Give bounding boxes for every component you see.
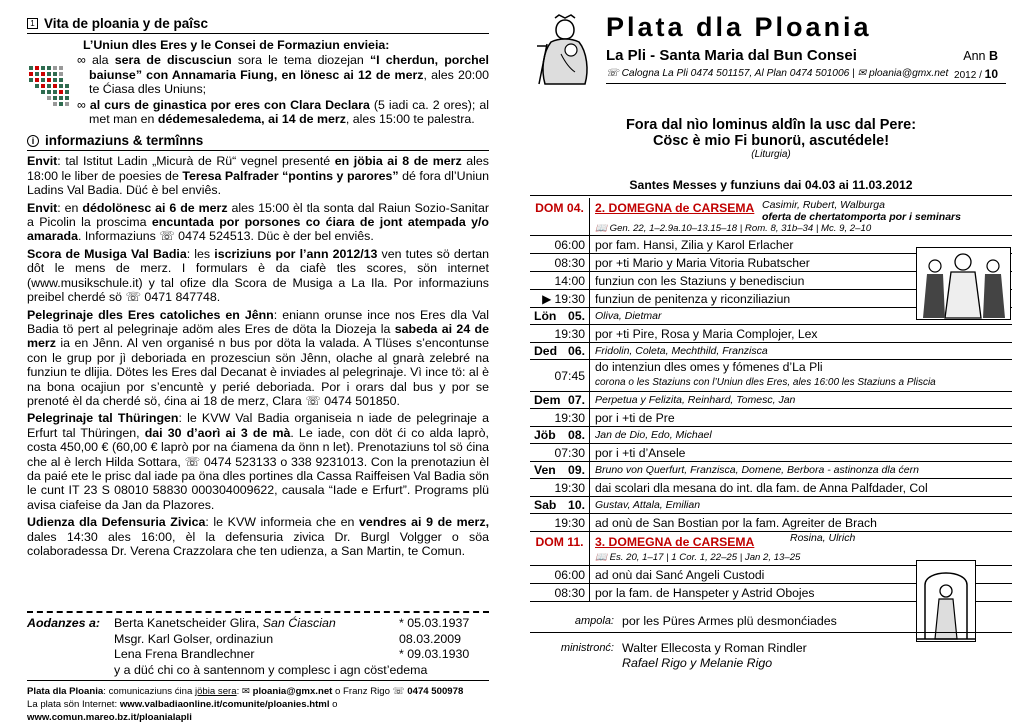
- ampola-row: ampola: por les Püres Armes plü desmonćiades: [530, 614, 1012, 633]
- sunday-note: oferta de chertatomporta por i seminars: [762, 211, 961, 223]
- schedule-mass-row: [530, 514, 1012, 532]
- mass-time: 14:00: [554, 273, 585, 288]
- infinity-bullet-icon: ∞: [77, 97, 86, 112]
- mass-intention: funziun con les Staziuns y benedisciun: [595, 273, 805, 288]
- readings: 📖 Gen. 22, 1–2.9a.10–13.15–18 | Rom. 8, 31b–34 | Mc. 9, 2–10: [595, 223, 872, 234]
- mass-time: 07:45: [554, 368, 585, 383]
- ministronc-row: ministronć: Walter Ellecosta y Roman Rindler Rafael Rigo y Melanie Rigo: [560, 641, 807, 670]
- schedule-mass-row: [530, 409, 1012, 427]
- schedule-mass-row: [530, 444, 1012, 462]
- infinity-bullet-icon: ∞: [77, 53, 86, 68]
- schedule-title: Santes Messes y funziuns dai 04.03 ai 11.03.2012: [629, 178, 913, 192]
- schedule-day-row: [530, 427, 1012, 444]
- ministers-block: [530, 614, 1012, 671]
- mosaic-logo-icon: [27, 64, 73, 114]
- madonna-image: [531, 14, 599, 86]
- mass-time: 07:30: [554, 445, 585, 460]
- saints-of-day: Casimir, Rubert, Walburga: [762, 199, 885, 211]
- day-number: 07.: [568, 393, 585, 407]
- page-title: Plata dla Ploania: [606, 12, 872, 42]
- info-body: [27, 154, 489, 558]
- day-number: 08.: [568, 428, 585, 442]
- section-info-heading: [27, 131, 489, 151]
- mass-time: 08:30: [554, 585, 585, 600]
- info-paragraph-pelegrinaje-jenn: Pelegrinaje dles Eres catoliches en Jênn: eniann orunse ince nos Eres dla Val Badia tö pert al pelegrinaje adöm ales Eres de döta la Diozeja la sabeda ai 24 de merz ia en Jênn. Al ven organisé n bus por döta la valada. A Tlüses s’encontunse con le grup por jì deboriada en prozesciun sön Jênn, olache al gnarà zelebré na funziun te dlijia. Dötes les Eres dal Decanat è inviades al pelegrinaje. Vì ince tö: al è na bona ocajiun por s’encuntè y perié deboriada. Por i orars dal bus y por se prenoté èl da cherdé sö, ćina ai 18 de merz, Clara ☏ 0474 501850.: [27, 307, 490, 408]
- sunday-date: DOM 11.: [530, 532, 590, 565]
- page-subtitle: La Pli - Santa Maria dal Bun Consei: [606, 47, 857, 64]
- weekday: Sab: [534, 498, 557, 512]
- mass-time: 06:00: [554, 567, 585, 582]
- sunday-title: 3. DOMEGNA de CARSEMA: [595, 535, 755, 549]
- schedule-day-row: [530, 343, 1012, 360]
- saints-of-day: Rosina, Ulrich: [790, 532, 856, 544]
- readings: 📖 Es. 20, 1–17 | 1 Cor. 1, 22–25 | Jan 2, 13–25: [595, 552, 801, 563]
- mass-time: 06:00: [554, 237, 585, 252]
- schedule-mass-row: [530, 479, 1012, 497]
- info-icon: i: [27, 135, 39, 147]
- mass-intention: por i +ti de Pre: [595, 410, 675, 425]
- issue-series: Ann B: [963, 49, 998, 63]
- birthday-row: Berta Kanetscheider Glira, San Ćiascian * 05.03.1937: [114, 616, 470, 630]
- footer-email-link[interactable]: ploania@gmx.net: [252, 686, 333, 697]
- mass-intention: por +ti Mario y Maria Vitoria Rubatscher: [595, 255, 810, 270]
- saints-of-day: Oliva, Dietmar: [595, 310, 662, 322]
- schedule-mass-row: [530, 360, 1012, 392]
- sunday-title: 2. DOMEGNA de CARSEMA: [595, 201, 755, 215]
- mass-intention: por la fam. de Hanspeter y Astrid Obojes: [595, 585, 815, 600]
- birthdays-block: [27, 616, 489, 678]
- saints-of-day: Jan de Dio, Edo, Michael: [595, 429, 712, 441]
- footer-url-2[interactable]: www.comun.mareo.bz.it/ploanialapli: [27, 712, 192, 723]
- birthdays-label: Aodanzes a:: [27, 616, 100, 630]
- mass-time: 19:30: [554, 410, 585, 425]
- weekday: Lön: [534, 309, 557, 323]
- weekday: Dem: [534, 393, 561, 407]
- schedule-day-row: [530, 497, 1012, 514]
- day-number: 09.: [568, 463, 585, 477]
- section-info-title: informaziuns & termînns: [45, 133, 204, 149]
- mass-time: 19:30: [554, 480, 585, 495]
- madonna-icon: [531, 14, 599, 86]
- play-marker-icon: ▶: [542, 291, 552, 306]
- schedule-mass-row: [530, 325, 1012, 343]
- info-paragraph-pelegrinaje-thuringen: Pelegrinaje tal Thüringen: le KVW Val Badia organiseia n iade de pelegrinaje a Erfurt tal Thüringen, dai 30 d’aorì ai 3 de mà. Le iade, con döt ći co alda laprò, costa 450,00 € (60,00 € laprò por na ćiamena da önn n let). Prenotaziuns tol sö ćina che al è lerch Hilda Sottara, ☏ 0474 523133 o 338 9231013. Con la prenotaziun èl da paié ete le prisc dal iade pa öna dles portines dla Cassa Raiffeisen Val Badia sön le cunt IT 23 S 08010 58830 000304009622, causala “Iade e Erfurt”. Programs plü avisa ciafeise da Jan da Plazores.: [27, 411, 490, 512]
- vita-item-gym: ∞ al curs de ginastica por eres con Clara Declara (5 iadi ca. 2 ores); al met man en dédemesaledema, ai 14 de merz, ales 15:00 te palestra.: [77, 97, 489, 127]
- day-number: 10.: [568, 498, 585, 512]
- dashed-divider: [27, 611, 489, 613]
- info-paragraph-udienza: Udienza dla Defensuria Zivica: le KVW informeia che en vendres ai 9 de merz, dales 14:30 ales 16:00, èl la defensuria zivica Dr. Burgl Volgger o söa colaboradessa Dr. Verena Crazzolara che ten udienza, a San Martin, te Comun.: [27, 515, 490, 558]
- weekday: Ven: [534, 463, 556, 477]
- crucifixion-image: [916, 247, 1011, 320]
- gospel-verse: Fora dal nìo lominus aldîn la usc dal Pere: Cösc è mio Fi bunorü, ascutédele! (Liturgia): [625, 117, 917, 160]
- contact-line: ☏ Calogna La Pli 0474 501157, Al Plan 0474 501006 | ✉ ploania@gmx.net: [606, 68, 949, 79]
- footer: [27, 685, 497, 724]
- weekday: Jöb: [534, 428, 556, 442]
- footer-url-1[interactable]: www.valbadiaonline.it/comunite/ploanies.html: [119, 699, 330, 710]
- mass-time: 19:30: [554, 291, 585, 306]
- logo-graphic: [27, 38, 75, 126]
- saints-of-day: Bruno von Querfurt, Franzisca, Domene, Berbora - astinonza dla ćern: [595, 464, 919, 476]
- birthday-row: Lena Frena Brandlechner * 09.03.1930: [114, 647, 470, 661]
- section-vita-body: [27, 38, 489, 126]
- left-column: [27, 14, 489, 714]
- saints-of-day: Gustav, Attala, Emilian: [595, 499, 701, 511]
- schedule-day-row: [530, 462, 1012, 479]
- section-vita-heading: [27, 14, 489, 34]
- mass-intention: por +ti Pire, Rosa y Maria Complojer, Lex: [595, 326, 818, 341]
- mass-intention: ad onù dai Sanć Angeli Custodi: [595, 567, 765, 582]
- mass-time: 08:30: [554, 255, 585, 270]
- info-paragraph-scora-musiga: Scora de Musiga Val Badia: les iscriziuns por l’ann 2012/13 ven tutes sö dertan dôt le mens de merz. I formulars è da ciafè tles scores, sön internet (www.musikschule.it) y tal ofize dla Scora de Musiga a La Ila. Por informaziuns preibel cherdé sö ☏ 0471 847748.: [27, 246, 489, 305]
- mass-time: 19:30: [554, 326, 585, 341]
- schedule-day-row: [530, 392, 1012, 409]
- footer-web-line: La plata sön Internet: www.valbadiaonline.it/comunite/ploanies.html o www.comun.mareo.bz.it/ploanialapli: [27, 699, 338, 723]
- saints-of-day: Fridolin, Coleta, Mechthild, Franzisca: [595, 345, 768, 357]
- calendar-icon: 1: [27, 18, 38, 29]
- mass-intention: por fam. Hansi, Zilia y Karol Erlacher: [595, 237, 794, 252]
- info-paragraph-envit-libro: Envit: tal Istitut Ladin „Micurà de Rü“ vegnel presenté en jöbia ai 8 de merz ales 18:00 le liber de poesies de Teresa Palfrader “pontins y parores” dé fora dl’Uniun Ladins Val Badia. Düć è bel enviês.: [27, 154, 490, 198]
- mass-intention: do intenziun dles omes y fómenes d’La Pli: [595, 360, 823, 374]
- mass-note: corona o les Staziuns con l’Uniun dles Eres, ales 16:00 les Staziuns a Pliscia: [595, 377, 936, 388]
- mass-intention: ad onù de San Bostian por la fam. Agreiter de Brach: [595, 515, 877, 530]
- footer-contact-line: Plata dla Ploania: comunicaziuns ćina jöbia sera: ✉ ploania@gmx.net o Franz Rigo ☏ 0474 500978: [27, 686, 464, 697]
- section-vita-title: Vita de ploania y de paîsc: [44, 16, 209, 31]
- saints-of-day: Perpetua y Felizita, Reinhard, Tomesc, Jan: [595, 394, 796, 406]
- vita-intro: L’Uniun dles Eres y le Consei de Formaziun envieia:: [83, 38, 390, 52]
- day-number: 06.: [568, 344, 585, 358]
- mass-intention: dai scolari dla mesana do int. dla fam. de Anna Palfdader, Col: [595, 480, 928, 495]
- transfiguration-icon: [917, 248, 1010, 319]
- vita-item-discussion: ∞ ala sera de discusciun sora le tema diozejan “I cherdun, porchel baiunse” con Annamaria Fiung, en lönesc ai 12 de merz, ales 20:00 te Ćiasa dles Uniuns;: [77, 53, 489, 97]
- birthday-row: Msgr. Karl Golser, ordinaziun 08.03.2009: [114, 631, 462, 646]
- info-paragraph-envit-encuntada: Envit: en dédolönesc ai 6 de merz ales 15:00 èl tla sonta dal Raiun Sozio-Sanitar a Picolin la proscima encuntada por porsones co ćiara de jont atempada y/o amarada. Informaziuns ☏ 0474 524513. Düc è der bel enviês.: [27, 200, 490, 244]
- mass-time: 19:30: [554, 515, 585, 530]
- sunday-date: DOM 04.: [530, 198, 590, 235]
- mass-intention: funziun de penitenza y riconziliaziun: [595, 291, 791, 306]
- birthdays-wish: y a düć chi co à santennom y complesc i agn cöst’edema: [114, 662, 428, 677]
- day-number: 05.: [568, 309, 585, 323]
- weekday: Ded: [534, 344, 558, 358]
- schedule-sunday: [530, 198, 1012, 236]
- mass-intention: por i +ti d’Ansele: [595, 445, 686, 460]
- issue-number: 2012 / 10: [954, 67, 998, 81]
